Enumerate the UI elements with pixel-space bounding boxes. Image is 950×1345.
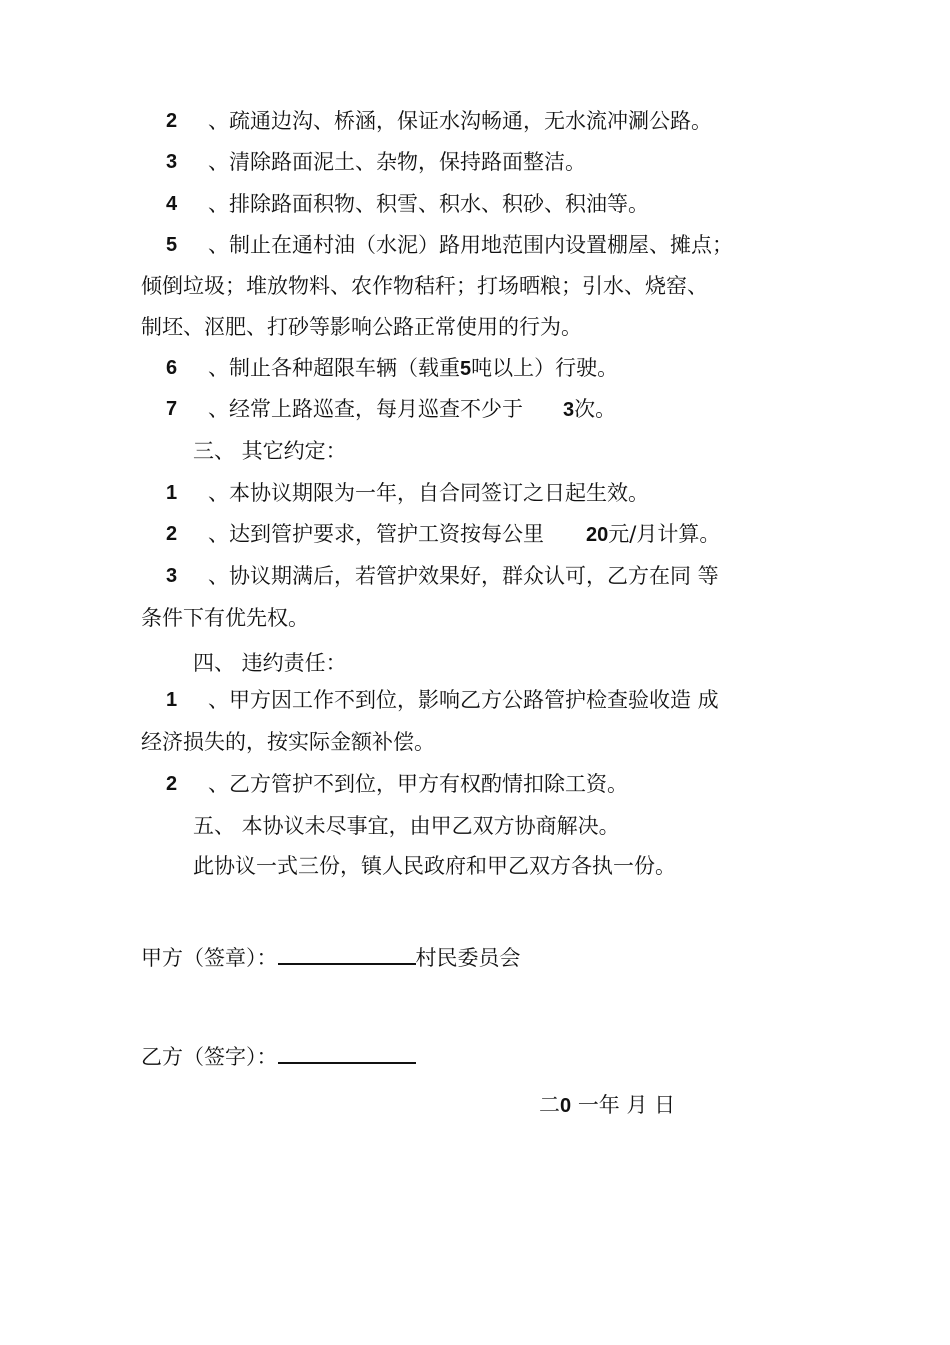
item-text: 、疏通边沟、桥涵，保证水沟畅通，无水流冲涮公路。 [208,109,712,133]
party-a-signature [141,943,521,973]
item-text-continued: 制坯、沤肥、打砂等影响公路正常使用的行为。 [141,315,582,339]
item-text-continued: 倾倒垃圾；堆放物料、农作物秸秆；打场晒粮；引水、烧窑、 [141,274,708,298]
item-value: 20 [586,524,609,546]
item-text-a: 、经常上路巡查，每月巡查不少于 [208,397,523,421]
item-text [208,353,618,384]
item-number: 7 [166,398,178,420]
item-text: 、乙方管护不到位，甲方有权酌情扣除工资。 [208,772,628,796]
item-number: 2 [166,110,178,132]
party-b-label: 乙方（签字）： [141,1045,278,1069]
date-part-a: 二 [539,1093,560,1117]
item-text: 、本协议期限为一年，自合同签订之日起生效。 [208,481,649,505]
item-value: 3 [563,399,575,421]
item-text: 、排除路面积物、积雪、积水、积砂、积油等。 [208,192,649,216]
party-a-label: 甲方（签章）： [141,946,278,970]
date-part-b: 0 [560,1095,572,1117]
item-text-b: 元/月计算。 [608,522,721,546]
item-text [208,519,720,550]
item-value: 5 [460,358,472,380]
item-number: 5 [166,234,178,256]
item-number: 2 [166,773,178,795]
item-text-continued: 条件下有优先权。 [141,606,309,630]
party-b-signature [141,1042,416,1072]
item-text-continued: 经济损失的，按实际金额补偿。 [141,730,435,754]
section-heading: 四、 违约责任： [193,651,347,675]
item-number: 3 [166,151,178,173]
signing-date [539,1090,675,1121]
date-part-c: 一年 月 日 [577,1093,676,1117]
item-number: 4 [166,193,178,215]
item-text-a: 、制止各种超限车辆（载重 [208,356,460,380]
item-number: 6 [166,357,178,379]
item-number: 2 [166,523,178,545]
copies-note: 此协议一式三份，镇人民政府和甲乙双方各执一份。 [193,854,676,878]
item-text: 、协议期满后，若管护效果好，群众认可，乙方在同 等 [208,564,719,588]
item-text [208,394,616,425]
party-a-suffix: 村民委员会 [415,946,521,970]
item-text-b: 次。 [574,397,617,421]
item-text: 、清除路面泥土、杂物，保持路面整洁。 [208,150,586,174]
item-text-b: 吨以上）行驶。 [471,356,619,380]
party-a-signature-line [278,943,416,965]
item-number: 1 [166,482,178,504]
item-text-a: 、达到管护要求，管护工资按每公里 [208,522,544,546]
item-number: 3 [166,565,178,587]
party-b-signature-line [278,1042,416,1064]
item-number: 1 [166,689,178,711]
section-heading: 三、 其它约定： [193,439,347,463]
item-text: 、制止在通村油（水泥）路用地范围内设置棚屋、摊点； [208,233,733,257]
section-heading: 五、 本协议未尽事宜，由甲乙双方协商解决。 [193,814,620,838]
item-text: 、甲方因工作不到位，影响乙方公路管护检查验收造 成 [208,688,719,712]
